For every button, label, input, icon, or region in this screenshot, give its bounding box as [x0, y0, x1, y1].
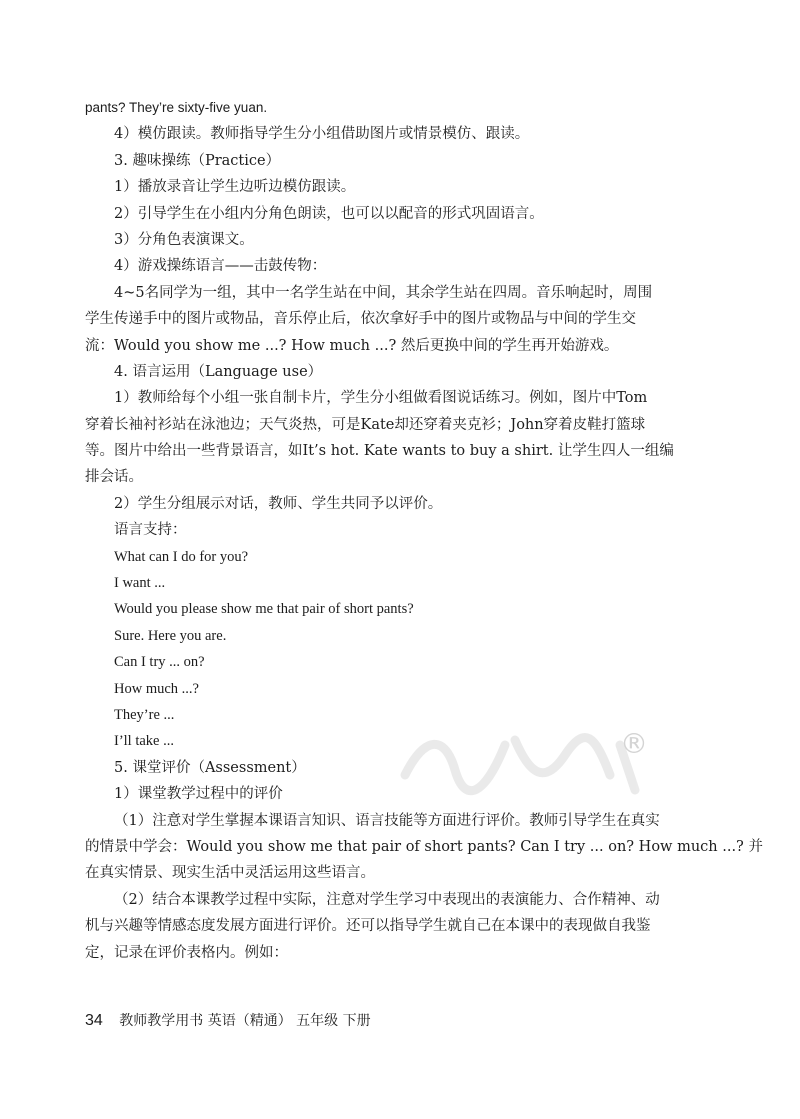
text-line-game-2: 学生传递手中的图片或物品，音乐停止后，依次拿好手中的图片或物品与中间的学生交 — [85, 311, 636, 328]
text-line-practice-2: 2）引导学生在小组内分角色朗读，也可以以配音的形式巩固语言。 — [114, 205, 544, 222]
support-sentence: What can I do for you? — [114, 548, 249, 565]
page-footer — [85, 1012, 371, 1030]
text-line-language-use-3: 等。图片中给出一些背景语言，如It’s hot. Kate wants to buy a shirt. 让学生四人一组编 — [85, 443, 674, 460]
section-heading-practice: 3. 趣味操练（Practice） — [114, 152, 281, 169]
support-sentence: Sure. Here you are. — [114, 627, 227, 644]
support-sentence: Would you please show me that pair of short pants? — [114, 601, 414, 618]
text-line-assessment-4: 在真实情景、现实生活中灵活运用这些语言。 — [85, 865, 375, 882]
text-line-game-1: 4~5名同学为一组，其中一名学生站在中间，其余学生站在四周。音乐响起时，周围 — [114, 284, 653, 301]
support-sentence: I’ll take ... — [114, 733, 174, 750]
registered-mark-icon: ® — [620, 727, 648, 760]
text-line-assessment-2: （1）注意对学生掌握本课语言知识、语言技能等方面进行评价。教师引导学生在真实 — [114, 812, 660, 829]
text-line-practice-1: 1）播放录音让学生边听边模仿跟读。 — [114, 179, 356, 196]
text-line-assessment-6: 机与兴趣等情感态度发展方面进行评价。还可以指导学生就自己在本课中的表现做自我鉴 — [85, 918, 651, 935]
text-line-game-3: 流：Would you show me ...? How much ...? 然后更换中间的学生再开始游戏。 — [85, 337, 619, 354]
text-line-assessment-7: 定，记录在评价表格内。例如： — [85, 944, 288, 961]
support-sentence: Can I try ... on? — [114, 654, 205, 671]
text-line-language-use-5: 2）学生分组展示对话，教师、学生共同予以评价。 — [114, 495, 443, 512]
section-heading-assessment: 5. 课堂评价（Assessment） — [114, 759, 306, 776]
text-line-practice-3: 3）分角色表演课文。 — [114, 231, 254, 248]
support-sentence: How much ...? — [114, 680, 199, 697]
text-line-practice-4: 4）游戏操练语言——击鼓传物： — [114, 258, 327, 275]
text-line-continuation: pants? They’re sixty-five yuan. — [85, 100, 268, 115]
support-sentence: I want ... — [114, 575, 166, 592]
text-line-step-4: 4）模仿跟读。教师指导学生分小组借助图片或情景模仿、跟读。 — [114, 126, 530, 143]
body-text — [85, 95, 763, 966]
section-heading-language-use: 4. 语言运用（Language use） — [114, 363, 323, 380]
page-number: 34 — [85, 1012, 103, 1029]
calligraphy-watermark-icon — [395, 715, 655, 810]
book-title: 教师教学用书 英语（精通） 五年级 下册 — [119, 1013, 371, 1029]
text-line-language-use-1: 1）教师给每个小组一张自制卡片，学生分小组做看图说话练习。例如，图片中Tom — [114, 390, 648, 407]
text-line-language-use-4: 排会话。 — [85, 469, 143, 486]
text-line-assessment-3: 的情景中学会：Would you show me that pair of short pants? Can I try ... on? How much ...? 并 — [85, 838, 763, 855]
text-line-assessment-1: 1）课堂教学过程中的评价 — [114, 786, 283, 803]
text-line-language-use-2: 穿着长袖衬衫站在泳池边；天气炎热，可是Kate却还穿着夹克衫；John穿着皮鞋打篮球 — [85, 416, 646, 433]
text-line-assessment-5: （2）结合本课教学过程中实际，注意对学生学习中表现出的表演能力、合作精神、动 — [114, 891, 660, 908]
language-support-label: 语言支持： — [114, 522, 187, 539]
support-sentence: They’re ... — [114, 706, 175, 723]
